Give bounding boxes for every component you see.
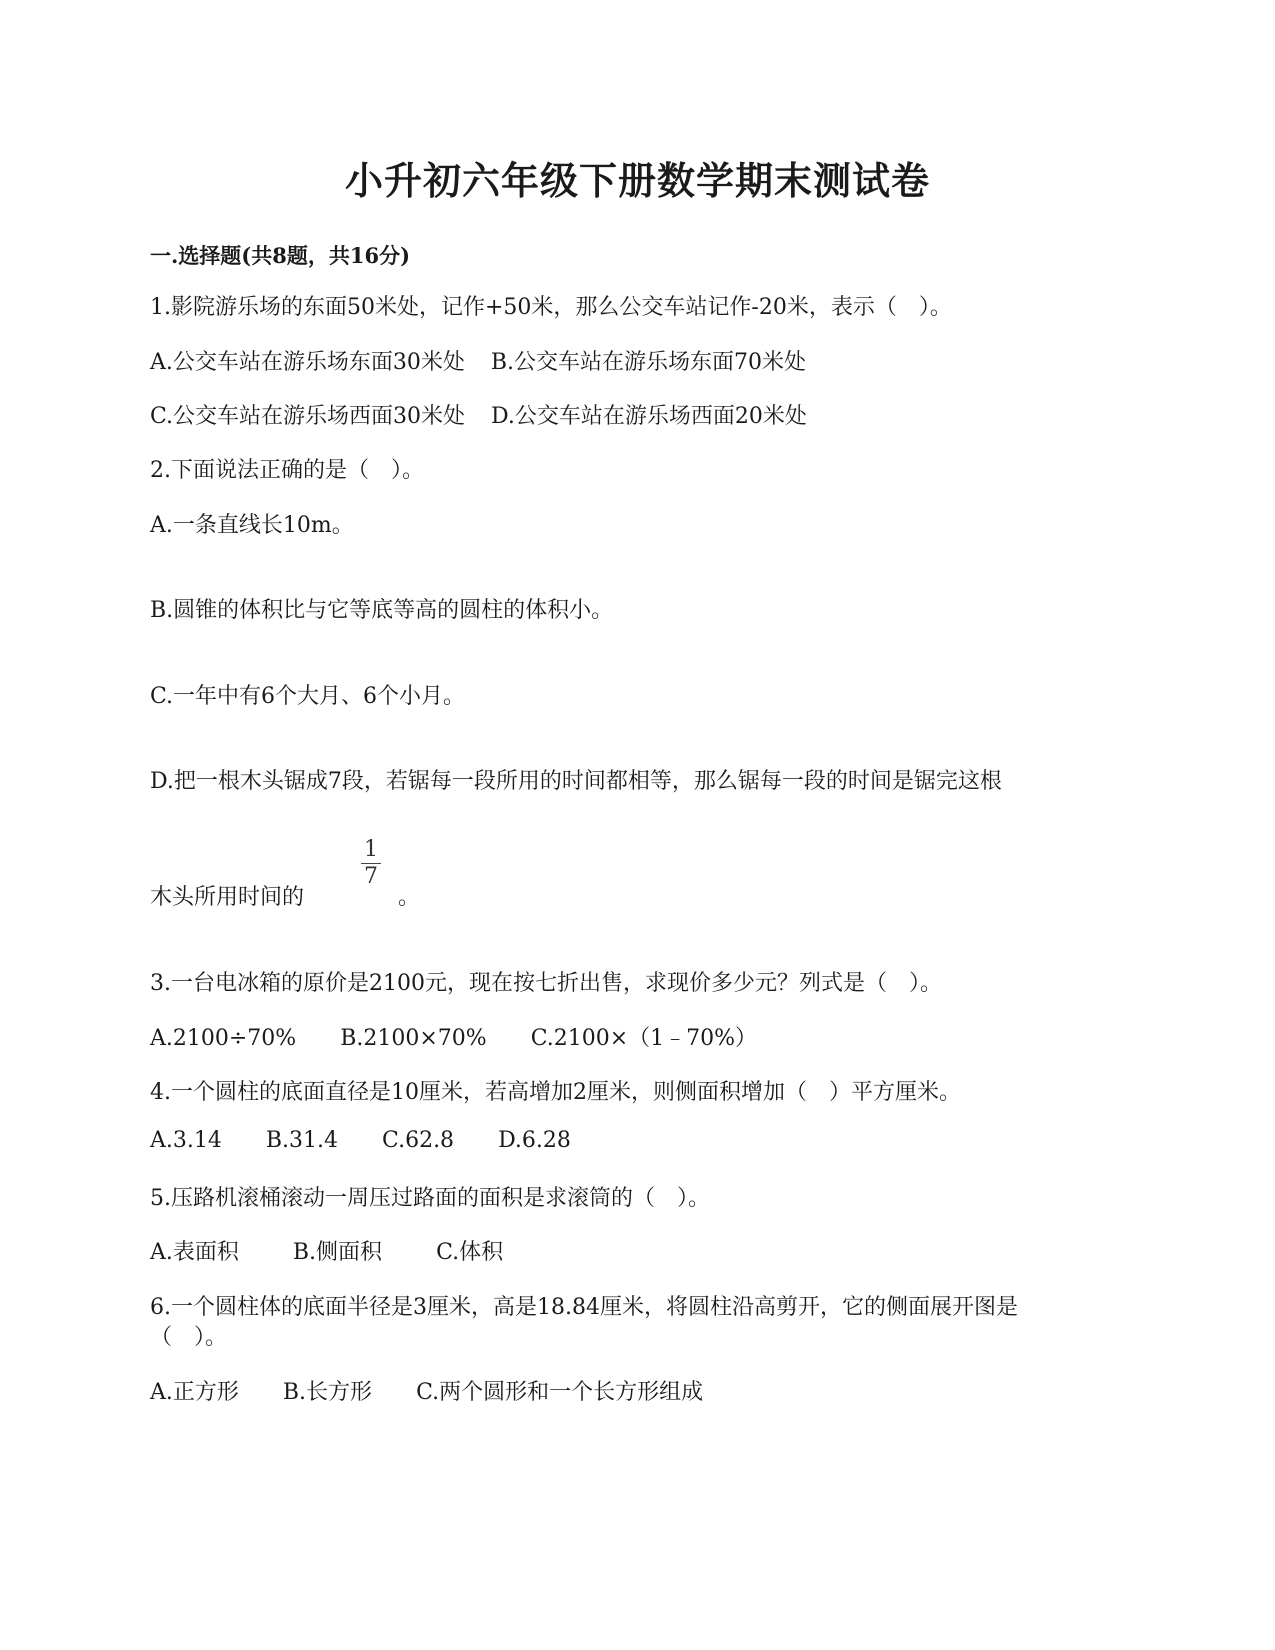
question-4-option-a: A.3.14 bbox=[150, 1128, 222, 1153]
question-5-stem: 5.压路机滚桶滚动一周压过路面的面积是求滚筒的（ ）。 bbox=[150, 1186, 710, 1211]
question-3-options bbox=[150, 1021, 757, 1052]
section-heading: 一.选择题(共8题，共16分) bbox=[150, 243, 411, 268]
question-3-option-b: B.2100×70% bbox=[340, 1026, 487, 1051]
question-3-stem: 3.一台电冰箱的原价是2100元，现在按七折出售，求现价多少元？列式是（ ）。 bbox=[150, 971, 942, 996]
question-6-stem-continued: （ ）。 bbox=[150, 1325, 228, 1350]
question-6-option-c: C.两个圆形和一个长方形组成 bbox=[416, 1380, 704, 1405]
question-2-option-b: B.圆锥的体积比与它等底等高的圆柱的体积小。 bbox=[150, 598, 614, 623]
question-3-option-a: A.2100÷70% bbox=[150, 1026, 297, 1051]
question-3-option-c: C.2100×（1﹣70%） bbox=[530, 1026, 758, 1051]
question-6-option-a: A.正方形 bbox=[150, 1380, 239, 1405]
question-2-option-d: D.把一根木头锯成7段，若锯每一段所用的时间都相等，那么锯每一段的时间是锯完这根 bbox=[150, 769, 1002, 794]
question-4-stem: 4.一个圆柱的底面直径是10厘米，若高增加2厘米，则侧面积增加（ ）平方厘米。 bbox=[150, 1080, 961, 1105]
question-5-options bbox=[150, 1235, 503, 1266]
question-2-stem: 2.下面说法正确的是（ ）。 bbox=[150, 458, 424, 483]
question-1-options-row-1 bbox=[150, 345, 806, 376]
page-title: 小升初六年级下册数学期末测试卷 bbox=[344, 158, 930, 203]
fraction-denominator: 7 bbox=[364, 864, 378, 889]
fraction-one-seventh bbox=[357, 838, 385, 889]
question-4-options bbox=[150, 1128, 571, 1153]
question-1-options-row-2 bbox=[150, 399, 807, 430]
question-6-options bbox=[150, 1375, 703, 1406]
fraction-numerator: 1 bbox=[364, 837, 378, 862]
question-4-option-c: C.62.8 bbox=[382, 1128, 455, 1153]
question-1-option-b: B.公交车站在游乐场东面70米处 bbox=[490, 350, 807, 375]
question-6-option-b: B.长方形 bbox=[282, 1380, 373, 1405]
question-2-option-d-continued: 木头所用时间的 bbox=[150, 885, 305, 910]
question-1-option-a: A.公交车站在游乐场东面30米处 bbox=[150, 350, 465, 375]
question-2-option-d-end: 。 bbox=[398, 885, 421, 910]
question-5-option-a: A.表面积 bbox=[150, 1240, 239, 1265]
question-1-stem: 1.影院游乐场的东面50米处，记作+50米，那么公交车站记作-20米，表示（ ）。 bbox=[150, 295, 952, 320]
question-4-option-b: B.31.4 bbox=[265, 1128, 339, 1153]
question-2-option-c: C.一年中有6个大月、6个小月。 bbox=[150, 684, 466, 709]
question-2-option-a: A.一条直线长10m。 bbox=[150, 513, 354, 538]
question-5-option-b: B.侧面积 bbox=[292, 1240, 383, 1265]
question-4-option-d: D.6.28 bbox=[498, 1128, 571, 1153]
question-1-option-d: D.公交车站在游乐场西面20米处 bbox=[491, 404, 807, 429]
question-5-option-c: C.体积 bbox=[436, 1240, 504, 1265]
question-1-option-c: C.公交车站在游乐场西面30米处 bbox=[150, 404, 466, 429]
question-6-stem: 6.一个圆柱体的底面半径是3厘米，高是18.84厘米，将圆柱沿高剪开，它的侧面展开图是 bbox=[150, 1295, 1018, 1320]
